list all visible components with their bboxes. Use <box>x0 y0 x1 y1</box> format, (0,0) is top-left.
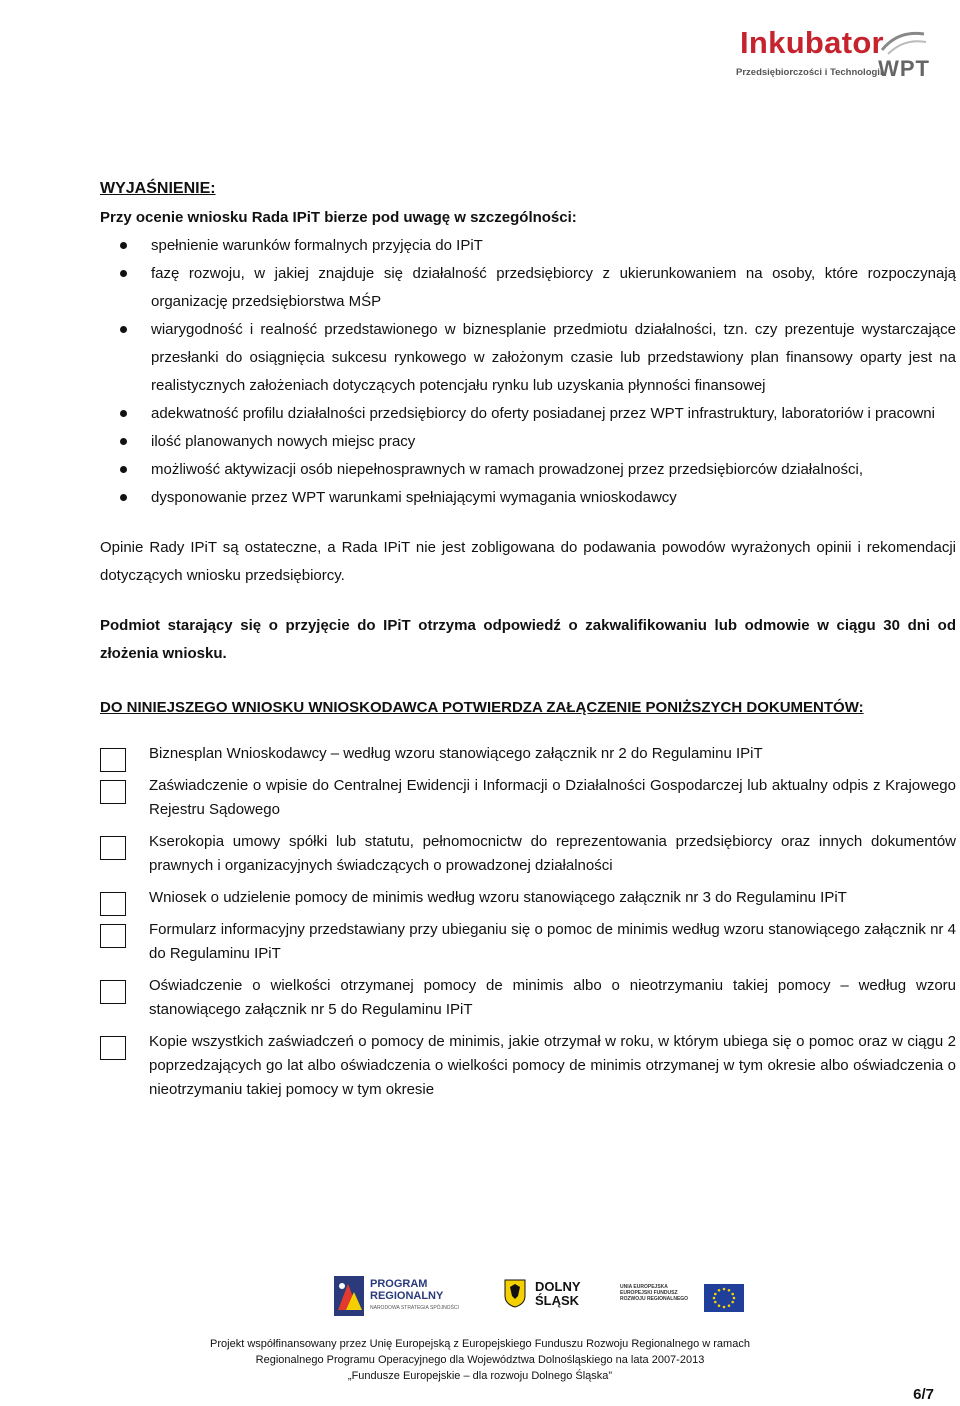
document-label: Kserokopia umowy spółki lub statutu, pełnomocnictw do reprezentowania przedsiębiorcy oraz innych dokumentów prawnych i organizacyjnych świadczących o prowadzonej działalności <box>149 833 956 874</box>
list-item: ilość planowanych nowych miejsc pracy <box>100 428 956 456</box>
document-label: Formularz informacyjny przedstawiany przy ubieganiu się o pomoc de minimis według wzoru stanowiącego załącznik nr 4 do Regulaminu IPiT <box>149 921 956 962</box>
document-checkbox[interactable] <box>100 836 126 860</box>
document-item <box>100 918 956 966</box>
document-item <box>100 1030 956 1102</box>
document-item <box>100 742 956 766</box>
dolny-line1: DOLNY <box>535 1279 581 1294</box>
list-item: możliwość aktywizacji osób niepełnosprawnych w ramach prowadzonej przez przedsiębiorców działalności, <box>100 456 956 484</box>
list-item: adekwatność profilu działalności przedsiębiorcy do oferty posiadanej przez WPT infrastruktury, laboratoriów i pracowni <box>100 400 956 428</box>
program-line1: PROGRAM <box>370 1278 428 1290</box>
eu-text: UNIA EUROPEJSKA EUROPEJSKI FUNDUSZ ROZWOJU REGIONALNEGO <box>620 1284 689 1302</box>
wpt-swoosh-icon <box>878 28 928 56</box>
document-body <box>100 178 956 1110</box>
footer-text <box>0 1336 960 1384</box>
footer-line: Regionalnego Programu Operacyjnego dla Województwa Dolnośląskiego na lata 2007-2013 <box>255 1354 705 1366</box>
document-item <box>100 830 956 878</box>
document-checkbox[interactable] <box>100 924 126 948</box>
dolny-line2: ŚLĄSK <box>535 1293 580 1308</box>
footer-line: „Fundusze Europejskie – dla rozwoju Dolnego Śląska” <box>347 1370 613 1382</box>
program-regionalny-logo <box>334 1276 474 1322</box>
logo-wpt: WPT <box>878 56 930 81</box>
list-item: fazę rozwoju, w jakiej znajduje się działalność przedsiębiorcy z ukierunkowaniem na osoby, które rozpoczynają organizację przedsiębiorstwa MŚP <box>100 260 956 316</box>
criteria-list <box>100 232 956 512</box>
program-line3: NARODOWA STRATEGIA SPÓJNOŚCI <box>370 1305 459 1311</box>
page-number: 6/7 <box>913 1386 934 1403</box>
document-item <box>100 886 956 910</box>
document-checkbox[interactable] <box>100 780 126 804</box>
explanation-intro: Przy ocenie wniosku Rada IPiT bierze pod uwagę w szczególności: <box>100 209 577 226</box>
documents-checklist <box>100 742 956 1102</box>
dolny-slask-logo <box>503 1278 603 1318</box>
explanation-heading: WYJAŚNIENIE: <box>100 180 216 197</box>
document-item <box>100 974 956 1022</box>
document-label: Zaświadczenie o wpisie do Centralnej Ewidencji i Informacji o Działalności Gospodarczej lub aktualny odpis z Krajowego Rejestru Sądowego <box>149 777 956 818</box>
document-item <box>100 774 956 822</box>
document-label: Oświadczenie o wielkości otrzymanej pomocy de minimis albo o nieotrzymaniu takiej pomocy – według wzoru stanowiącego załącznik nr 5 do Regulaminu IPiT <box>149 977 956 1018</box>
list-item: wiarygodność i realność przedstawionego w biznesplanie przedmiotu działalności, tzn. czy prezentuje wystarczające przesłanki do osiągnięcia sukcesu rynkowego w założonym czasie lub przedstawiony plan finansowy oparty jest na realistycznych założeniach dotyczących potencjału rynku lub uzyskania płynności finansowej <box>100 316 956 400</box>
eu-logo <box>620 1284 740 1314</box>
dolny-slask-eagle-icon <box>503 1278 527 1308</box>
documents-heading: DO NINIEJSZEGO WNIOSKU WNIOSKODAWCA POTWIERDZA ZAŁĄCZENIE PONIŻSZYCH DOKUMENTÓW: <box>100 699 864 716</box>
program-regionalny-icon <box>334 1276 364 1316</box>
document-checkbox[interactable] <box>100 892 126 916</box>
logo-title: Inkubator <box>740 25 884 60</box>
inkubator-wpt-logo <box>730 26 930 82</box>
list-item: dysponowanie przez WPT warunkami spełniającymi wymagania wnioskodawcy <box>100 484 956 512</box>
document-checkbox[interactable] <box>100 748 126 772</box>
opinion-paragraph: Opinie Rady IPiT są ostateczne, a Rada IPiT nie jest zobligowana do podawania powodów wyrażonych opinii i rekomendacji dotyczących wniosku przedsiębiorcy. <box>100 539 956 584</box>
document-checkbox[interactable] <box>100 1036 126 1060</box>
list-item: spełnienie warunków formalnych przyjęcia do IPiT <box>100 232 956 260</box>
response-paragraph: Podmiot starający się o przyjęcie do IPiT otrzyma odpowiedź o zakwalifikowaniu lub odmowie w ciągu 30 dni od złożenia wniosku. <box>100 617 956 662</box>
document-label: Kopie wszystkich zaświadczeń o pomocy de minimis, jakie otrzymał w roku, w którym ubiega się o pomoc oraz w ciągu 2 poprzedzających go lat albo oświadczenia o wielkości pomocy de minimis otrzymanej w tym okresie albo oświadczenia o nieotrzymaniu takiej pomocy w tym okresie <box>149 1033 956 1098</box>
document-label: Wniosek o udzielenie pomocy de minimis według wzoru stanowiącego załącznik nr 3 do Regulaminu IPiT <box>149 889 847 906</box>
document-checkbox[interactable] <box>100 980 126 1004</box>
footer-line: Projekt współfinansowany przez Unię Europejską z Europejskiego Funduszu Rozwoju Regionalnego w ramach <box>210 1338 750 1350</box>
document-label: Biznesplan Wnioskodawcy – według wzoru stanowiącego załącznik nr 2 do Regulaminu IPiT <box>149 745 763 762</box>
program-line2: REGIONALNY <box>370 1290 444 1302</box>
funding-logos <box>310 1266 770 1346</box>
eu-flag-icon <box>704 1284 744 1312</box>
logo-subtitle: Przedsiębiorczości i Technologii <box>736 67 883 78</box>
